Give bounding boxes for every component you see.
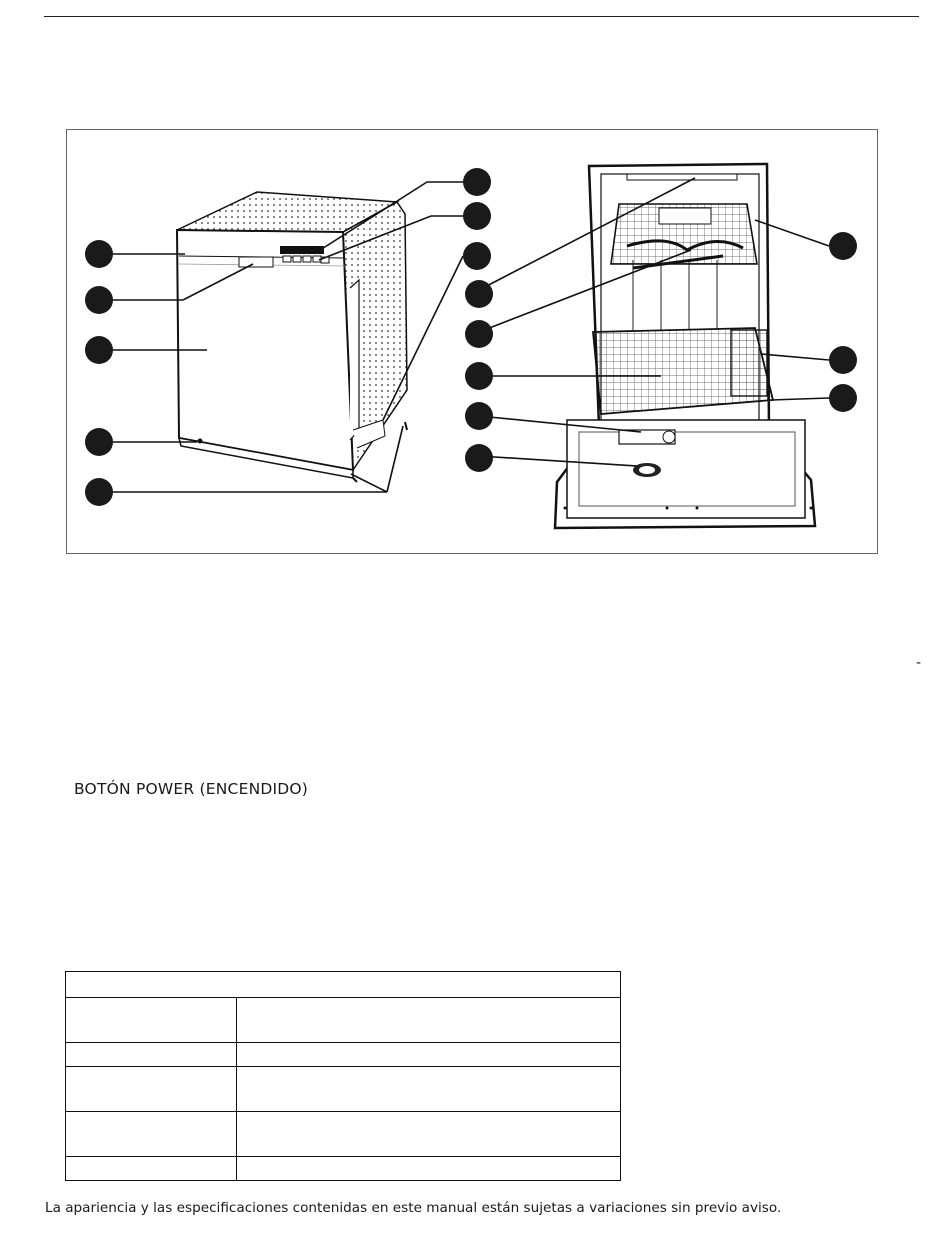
spec-label	[66, 998, 237, 1043]
table-row	[66, 1067, 621, 1112]
spec-value	[237, 1157, 621, 1181]
power-button-heading: BOTÓN POWER (ENCENDIDO)	[74, 780, 309, 798]
callout-marker	[465, 402, 493, 430]
callout-marker	[463, 168, 491, 196]
spec-label	[66, 1157, 237, 1181]
footer-disclaimer: La apariencia y las especificaciones contenidas en este manual están sujetas a variaciones sin previo aviso.	[45, 1200, 782, 1216]
table-row	[66, 1157, 621, 1181]
spec-value	[237, 998, 621, 1043]
table-row	[66, 1112, 621, 1157]
callout-marker	[465, 444, 493, 472]
callout-marker	[463, 242, 491, 270]
product-overview-figure	[66, 129, 878, 554]
callout-marker	[829, 384, 857, 412]
callout-marker	[465, 320, 493, 348]
callout-marker	[85, 286, 113, 314]
spec-label	[66, 1067, 237, 1112]
side-mark: -	[916, 655, 922, 671]
callout-marker	[85, 240, 113, 268]
callout-marker	[85, 336, 113, 364]
callout-marker	[463, 202, 491, 230]
spec-label	[66, 1112, 237, 1157]
dishwasher-interior-illustration	[555, 164, 815, 528]
table-row	[66, 998, 621, 1043]
callout-marker	[465, 280, 493, 308]
spec-table-header	[66, 972, 621, 998]
table-row	[66, 1043, 621, 1067]
callout-marker	[829, 346, 857, 374]
callout-marker	[829, 232, 857, 260]
callout-marker	[85, 428, 113, 456]
spec-table-header-row	[66, 972, 621, 998]
top-rule	[44, 16, 919, 17]
spec-table	[65, 971, 621, 1181]
spec-label	[66, 1043, 237, 1067]
spec-value	[237, 1112, 621, 1157]
spec-value	[237, 1043, 621, 1067]
callout-marker	[85, 478, 113, 506]
callout-marker	[465, 362, 493, 390]
dishwasher-exterior-illustration	[177, 192, 407, 482]
spec-value	[237, 1067, 621, 1112]
